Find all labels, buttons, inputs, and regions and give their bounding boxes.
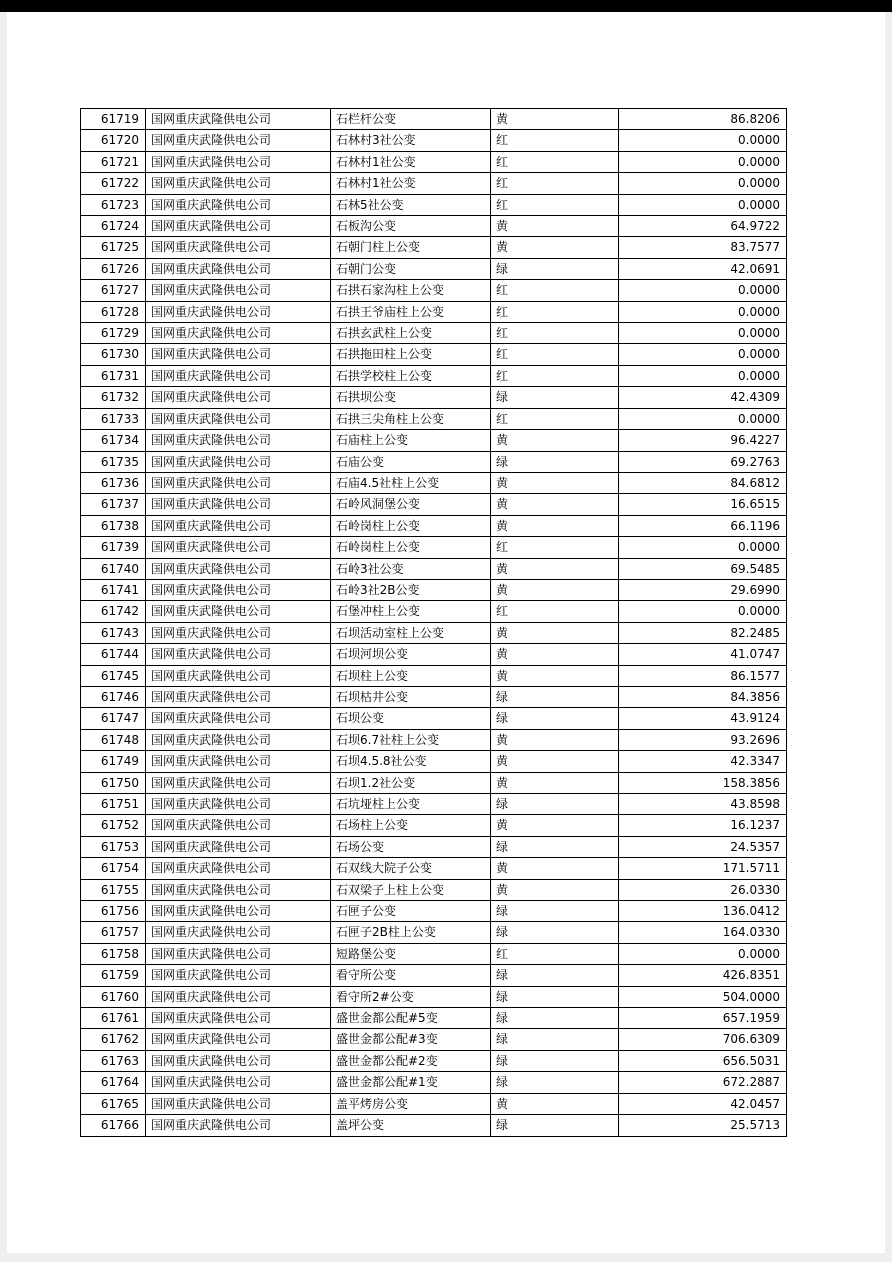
- cell-company: 国网重庆武隆供电公司: [146, 836, 331, 857]
- cell-value: 656.5031: [619, 1050, 787, 1071]
- cell-id: 61720: [81, 130, 146, 151]
- cell-id: 61728: [81, 301, 146, 322]
- cell-id: 61764: [81, 1072, 146, 1093]
- table-row: [81, 537, 787, 558]
- table-row: [81, 472, 787, 493]
- table-row: [81, 344, 787, 365]
- table-body: [81, 109, 787, 1137]
- cell-station: 石林5社公变: [331, 194, 491, 215]
- cell-id: 61724: [81, 216, 146, 237]
- cell-id: 61763: [81, 1050, 146, 1071]
- cell-value: 26.0330: [619, 879, 787, 900]
- cell-value: 16.1237: [619, 815, 787, 836]
- cell-company: 国网重庆武隆供电公司: [146, 794, 331, 815]
- cell-station: 石堡冲柱上公变: [331, 601, 491, 622]
- cell-value: 0.0000: [619, 151, 787, 172]
- cell-status: 绿: [491, 686, 619, 707]
- cell-status: 红: [491, 537, 619, 558]
- cell-value: 16.6515: [619, 494, 787, 515]
- cell-id: 61729: [81, 323, 146, 344]
- cell-company: 国网重庆武隆供电公司: [146, 922, 331, 943]
- cell-station: 石匣子公变: [331, 901, 491, 922]
- table-row: [81, 408, 787, 429]
- cell-station: 石庙4.5社柱上公变: [331, 472, 491, 493]
- cell-value: 0.0000: [619, 323, 787, 344]
- table-row: [81, 258, 787, 279]
- cell-id: 61736: [81, 472, 146, 493]
- cell-value: 164.0330: [619, 922, 787, 943]
- cell-id: 61755: [81, 879, 146, 900]
- cell-company: 国网重庆武隆供电公司: [146, 815, 331, 836]
- cell-status: 黄: [491, 216, 619, 237]
- cell-status: 红: [491, 280, 619, 301]
- cell-station: 石坝4.5.8社公变: [331, 751, 491, 772]
- table-row: [81, 922, 787, 943]
- cell-station: 石坝1.2社公变: [331, 772, 491, 793]
- cell-value: 24.5357: [619, 836, 787, 857]
- cell-value: 672.2887: [619, 1072, 787, 1093]
- cell-station: 石场公变: [331, 836, 491, 857]
- cell-id: 61761: [81, 1008, 146, 1029]
- cell-station: 盖平烤房公变: [331, 1093, 491, 1114]
- cell-status: 黄: [491, 237, 619, 258]
- cell-company: 国网重庆武隆供电公司: [146, 879, 331, 900]
- cell-station: 短路堡公变: [331, 943, 491, 964]
- cell-status: 黄: [491, 109, 619, 130]
- table-row: [81, 1072, 787, 1093]
- cell-status: 黄: [491, 472, 619, 493]
- cell-station: 盛世金都公配#2变: [331, 1050, 491, 1071]
- cell-status: 黄: [491, 430, 619, 451]
- cell-company: 国网重庆武隆供电公司: [146, 579, 331, 600]
- cell-value: 64.9722: [619, 216, 787, 237]
- cell-company: 国网重庆武隆供电公司: [146, 772, 331, 793]
- cell-status: 黄: [491, 1093, 619, 1114]
- cell-company: 国网重庆武隆供电公司: [146, 216, 331, 237]
- table-row: [81, 751, 787, 772]
- cell-value: 86.8206: [619, 109, 787, 130]
- cell-id: 61733: [81, 408, 146, 429]
- cell-station: 石拱坝公变: [331, 387, 491, 408]
- top-black-bar: [0, 0, 892, 12]
- cell-id: 61750: [81, 772, 146, 793]
- table-row: [81, 1115, 787, 1136]
- cell-company: 国网重庆武隆供电公司: [146, 986, 331, 1007]
- cell-station: 石庙柱上公变: [331, 430, 491, 451]
- cell-company: 国网重庆武隆供电公司: [146, 686, 331, 707]
- cell-value: 29.6990: [619, 579, 787, 600]
- cell-id: 61739: [81, 537, 146, 558]
- cell-station: 石板沟公变: [331, 216, 491, 237]
- cell-status: 黄: [491, 858, 619, 879]
- cell-id: 61765: [81, 1093, 146, 1114]
- cell-company: 国网重庆武隆供电公司: [146, 258, 331, 279]
- cell-station: 石坝活动室柱上公变: [331, 622, 491, 643]
- cell-value: 84.6812: [619, 472, 787, 493]
- cell-company: 国网重庆武隆供电公司: [146, 751, 331, 772]
- cell-id: 61732: [81, 387, 146, 408]
- data-table: [80, 108, 787, 1137]
- table-row: [81, 109, 787, 130]
- table-row: [81, 644, 787, 665]
- cell-value: 0.0000: [619, 537, 787, 558]
- cell-id: 61757: [81, 922, 146, 943]
- cell-value: 66.1196: [619, 515, 787, 536]
- table-row: [81, 216, 787, 237]
- cell-company: 国网重庆武隆供电公司: [146, 301, 331, 322]
- table-row: [81, 622, 787, 643]
- cell-value: 84.3856: [619, 686, 787, 707]
- cell-company: 国网重庆武隆供电公司: [146, 943, 331, 964]
- cell-station: 石双线大院子公变: [331, 858, 491, 879]
- cell-company: 国网重庆武隆供电公司: [146, 323, 331, 344]
- cell-company: 国网重庆武隆供电公司: [146, 601, 331, 622]
- cell-status: 红: [491, 151, 619, 172]
- table-row: [81, 1029, 787, 1050]
- cell-station: 石拱王爷庙柱上公变: [331, 301, 491, 322]
- cell-status: 绿: [491, 794, 619, 815]
- cell-station: 石拱拖田柱上公变: [331, 344, 491, 365]
- cell-status: 绿: [491, 708, 619, 729]
- cell-id: 61760: [81, 986, 146, 1007]
- cell-status: 黄: [491, 494, 619, 515]
- cell-station: 石岭3社2B公变: [331, 579, 491, 600]
- table-row: [81, 237, 787, 258]
- cell-company: 国网重庆武隆供电公司: [146, 344, 331, 365]
- cell-id: 61740: [81, 558, 146, 579]
- cell-id: 61745: [81, 665, 146, 686]
- cell-company: 国网重庆武隆供电公司: [146, 408, 331, 429]
- cell-station: 石坝6.7社柱上公变: [331, 729, 491, 750]
- cell-status: 红: [491, 323, 619, 344]
- cell-status: 黄: [491, 751, 619, 772]
- table-row: [81, 430, 787, 451]
- cell-status: 绿: [491, 1008, 619, 1029]
- cell-id: 61725: [81, 237, 146, 258]
- cell-status: 绿: [491, 1115, 619, 1136]
- cell-id: 61730: [81, 344, 146, 365]
- cell-station: 石拱石家沟柱上公变: [331, 280, 491, 301]
- cell-value: 42.0457: [619, 1093, 787, 1114]
- cell-company: 国网重庆武隆供电公司: [146, 365, 331, 386]
- cell-status: 黄: [491, 815, 619, 836]
- cell-id: 61746: [81, 686, 146, 707]
- cell-company: 国网重庆武隆供电公司: [146, 515, 331, 536]
- cell-id: 61742: [81, 601, 146, 622]
- cell-value: 504.0000: [619, 986, 787, 1007]
- cell-station: 石拱学校柱上公变: [331, 365, 491, 386]
- cell-value: 42.0691: [619, 258, 787, 279]
- cell-value: 0.0000: [619, 943, 787, 964]
- cell-status: 黄: [491, 772, 619, 793]
- cell-station: 石岭岗柱上公变: [331, 515, 491, 536]
- table-row: [81, 387, 787, 408]
- cell-company: 国网重庆武隆供电公司: [146, 1008, 331, 1029]
- cell-value: 42.3347: [619, 751, 787, 772]
- cell-id: 61738: [81, 515, 146, 536]
- cell-station: 石坝公变: [331, 708, 491, 729]
- cell-status: 红: [491, 173, 619, 194]
- cell-station: 盛世金都公配#3变: [331, 1029, 491, 1050]
- table-row: [81, 965, 787, 986]
- cell-status: 红: [491, 194, 619, 215]
- cell-status: 红: [491, 130, 619, 151]
- cell-status: 黄: [491, 879, 619, 900]
- cell-company: 国网重庆武隆供电公司: [146, 1093, 331, 1114]
- table-row: [81, 879, 787, 900]
- cell-status: 黄: [491, 558, 619, 579]
- cell-station: 石林村1社公变: [331, 173, 491, 194]
- table-row: [81, 151, 787, 172]
- cell-station: 石林村3社公变: [331, 130, 491, 151]
- cell-company: 国网重庆武隆供电公司: [146, 109, 331, 130]
- cell-station: 石拱三尖角柱上公变: [331, 408, 491, 429]
- cell-company: 国网重庆武隆供电公司: [146, 644, 331, 665]
- cell-value: 69.2763: [619, 451, 787, 472]
- cell-id: 61753: [81, 836, 146, 857]
- table-row: [81, 194, 787, 215]
- cell-id: 61759: [81, 965, 146, 986]
- cell-value: 83.7577: [619, 237, 787, 258]
- cell-status: 绿: [491, 258, 619, 279]
- cell-company: 国网重庆武隆供电公司: [146, 858, 331, 879]
- cell-value: 86.1577: [619, 665, 787, 686]
- cell-id: 61754: [81, 858, 146, 879]
- table-row: [81, 986, 787, 1007]
- cell-value: 0.0000: [619, 365, 787, 386]
- cell-station: 盖坪公变: [331, 1115, 491, 1136]
- cell-value: 0.0000: [619, 344, 787, 365]
- table-row: [81, 451, 787, 472]
- cell-company: 国网重庆武隆供电公司: [146, 1115, 331, 1136]
- cell-station: 石坝柱上公变: [331, 665, 491, 686]
- cell-value: 0.0000: [619, 280, 787, 301]
- cell-value: 0.0000: [619, 408, 787, 429]
- cell-id: 61747: [81, 708, 146, 729]
- cell-id: 61766: [81, 1115, 146, 1136]
- cell-company: 国网重庆武隆供电公司: [146, 173, 331, 194]
- cell-id: 61743: [81, 622, 146, 643]
- cell-id: 61722: [81, 173, 146, 194]
- cell-status: 黄: [491, 644, 619, 665]
- table-row: [81, 173, 787, 194]
- cell-id: 61758: [81, 943, 146, 964]
- cell-status: 红: [491, 408, 619, 429]
- cell-value: 0.0000: [619, 194, 787, 215]
- cell-company: 国网重庆武隆供电公司: [146, 237, 331, 258]
- cell-station: 石拱玄武柱上公变: [331, 323, 491, 344]
- cell-company: 国网重庆武隆供电公司: [146, 622, 331, 643]
- table-row: [81, 943, 787, 964]
- cell-id: 61731: [81, 365, 146, 386]
- table-row: [81, 1093, 787, 1114]
- table-row: [81, 323, 787, 344]
- cell-company: 国网重庆武隆供电公司: [146, 537, 331, 558]
- cell-station: 石坑垭柱上公变: [331, 794, 491, 815]
- cell-company: 国网重庆武隆供电公司: [146, 451, 331, 472]
- cell-value: 657.1959: [619, 1008, 787, 1029]
- table-row: [81, 365, 787, 386]
- cell-status: 黄: [491, 665, 619, 686]
- cell-station: 石双梁子上柱上公变: [331, 879, 491, 900]
- table-row: [81, 601, 787, 622]
- cell-status: 黄: [491, 515, 619, 536]
- cell-station: 石栏杆公变: [331, 109, 491, 130]
- cell-id: 61726: [81, 258, 146, 279]
- table-row: [81, 901, 787, 922]
- cell-station: 盛世金都公配#5变: [331, 1008, 491, 1029]
- table-row: [81, 665, 787, 686]
- cell-company: 国网重庆武隆供电公司: [146, 965, 331, 986]
- cell-value: 42.4309: [619, 387, 787, 408]
- cell-value: 0.0000: [619, 601, 787, 622]
- cell-status: 绿: [491, 451, 619, 472]
- cell-status: 黄: [491, 622, 619, 643]
- cell-status: 红: [491, 943, 619, 964]
- cell-station: 看守所2#公变: [331, 986, 491, 1007]
- cell-id: 61756: [81, 901, 146, 922]
- cell-value: 0.0000: [619, 301, 787, 322]
- cell-status: 绿: [491, 901, 619, 922]
- cell-id: 61744: [81, 644, 146, 665]
- cell-id: 61723: [81, 194, 146, 215]
- table-row: [81, 708, 787, 729]
- cell-company: 国网重庆武隆供电公司: [146, 151, 331, 172]
- cell-status: 红: [491, 301, 619, 322]
- cell-station: 石匣子2B柱上公变: [331, 922, 491, 943]
- cell-id: 61727: [81, 280, 146, 301]
- cell-value: 0.0000: [619, 173, 787, 194]
- cell-status: 黄: [491, 579, 619, 600]
- cell-company: 国网重庆武隆供电公司: [146, 729, 331, 750]
- cell-company: 国网重庆武隆供电公司: [146, 494, 331, 515]
- cell-company: 国网重庆武隆供电公司: [146, 901, 331, 922]
- cell-station: 石朝门柱上公变: [331, 237, 491, 258]
- cell-value: 41.0747: [619, 644, 787, 665]
- table-row: [81, 794, 787, 815]
- cell-status: 绿: [491, 387, 619, 408]
- cell-company: 国网重庆武隆供电公司: [146, 1072, 331, 1093]
- cell-company: 国网重庆武隆供电公司: [146, 1050, 331, 1071]
- cell-status: 绿: [491, 986, 619, 1007]
- cell-value: 158.3856: [619, 772, 787, 793]
- cell-company: 国网重庆武隆供电公司: [146, 280, 331, 301]
- table-row: [81, 579, 787, 600]
- cell-station: 石场柱上公变: [331, 815, 491, 836]
- cell-status: 绿: [491, 922, 619, 943]
- page-edge-right: [885, 12, 892, 1262]
- cell-company: 国网重庆武隆供电公司: [146, 665, 331, 686]
- table-row: [81, 1008, 787, 1029]
- cell-station: 石坝河坝公变: [331, 644, 491, 665]
- table-row: [81, 515, 787, 536]
- cell-value: 171.5711: [619, 858, 787, 879]
- table-row: [81, 494, 787, 515]
- cell-value: 43.8598: [619, 794, 787, 815]
- table-row: [81, 836, 787, 857]
- cell-id: 61737: [81, 494, 146, 515]
- table-row: [81, 280, 787, 301]
- cell-station: 石岭岗柱上公变: [331, 537, 491, 558]
- cell-company: 国网重庆武隆供电公司: [146, 430, 331, 451]
- table-row: [81, 558, 787, 579]
- cell-status: 红: [491, 601, 619, 622]
- cell-id: 61751: [81, 794, 146, 815]
- cell-station: 石坝枯井公变: [331, 686, 491, 707]
- cell-station: 石岭风洞堡公变: [331, 494, 491, 515]
- cell-value: 96.4227: [619, 430, 787, 451]
- cell-station: 石朝门公变: [331, 258, 491, 279]
- page-edge-bottom: [0, 1253, 892, 1262]
- table-row: [81, 686, 787, 707]
- cell-id: 61762: [81, 1029, 146, 1050]
- cell-value: 69.5485: [619, 558, 787, 579]
- table-row: [81, 301, 787, 322]
- cell-status: 绿: [491, 965, 619, 986]
- cell-station: 看守所公变: [331, 965, 491, 986]
- table-row: [81, 729, 787, 750]
- cell-value: 136.0412: [619, 901, 787, 922]
- cell-status: 红: [491, 344, 619, 365]
- cell-company: 国网重庆武隆供电公司: [146, 387, 331, 408]
- table-row: [81, 130, 787, 151]
- cell-id: 61721: [81, 151, 146, 172]
- cell-id: 61752: [81, 815, 146, 836]
- cell-status: 红: [491, 365, 619, 386]
- cell-id: 61735: [81, 451, 146, 472]
- cell-station: 石庙公变: [331, 451, 491, 472]
- cell-company: 国网重庆武隆供电公司: [146, 708, 331, 729]
- cell-value: 43.9124: [619, 708, 787, 729]
- table-row: [81, 815, 787, 836]
- cell-company: 国网重庆武隆供电公司: [146, 194, 331, 215]
- table-row: [81, 1050, 787, 1071]
- cell-company: 国网重庆武隆供电公司: [146, 558, 331, 579]
- cell-status: 绿: [491, 1029, 619, 1050]
- cell-station: 盛世金都公配#1变: [331, 1072, 491, 1093]
- table-row: [81, 858, 787, 879]
- cell-company: 国网重庆武隆供电公司: [146, 472, 331, 493]
- cell-value: 82.2485: [619, 622, 787, 643]
- cell-status: 绿: [491, 836, 619, 857]
- cell-id: 61748: [81, 729, 146, 750]
- cell-id: 61741: [81, 579, 146, 600]
- cell-station: 石林村1社公变: [331, 151, 491, 172]
- cell-value: 426.8351: [619, 965, 787, 986]
- cell-status: 绿: [491, 1050, 619, 1071]
- cell-company: 国网重庆武隆供电公司: [146, 1029, 331, 1050]
- cell-value: 25.5713: [619, 1115, 787, 1136]
- cell-value: 93.2696: [619, 729, 787, 750]
- cell-id: 61749: [81, 751, 146, 772]
- cell-id: 61734: [81, 430, 146, 451]
- cell-id: 61719: [81, 109, 146, 130]
- cell-station: 石岭3社公变: [331, 558, 491, 579]
- cell-status: 绿: [491, 1072, 619, 1093]
- page-edge-left: [0, 12, 7, 1262]
- cell-company: 国网重庆武隆供电公司: [146, 130, 331, 151]
- cell-value: 0.0000: [619, 130, 787, 151]
- cell-status: 黄: [491, 729, 619, 750]
- table-row: [81, 772, 787, 793]
- cell-value: 706.6309: [619, 1029, 787, 1050]
